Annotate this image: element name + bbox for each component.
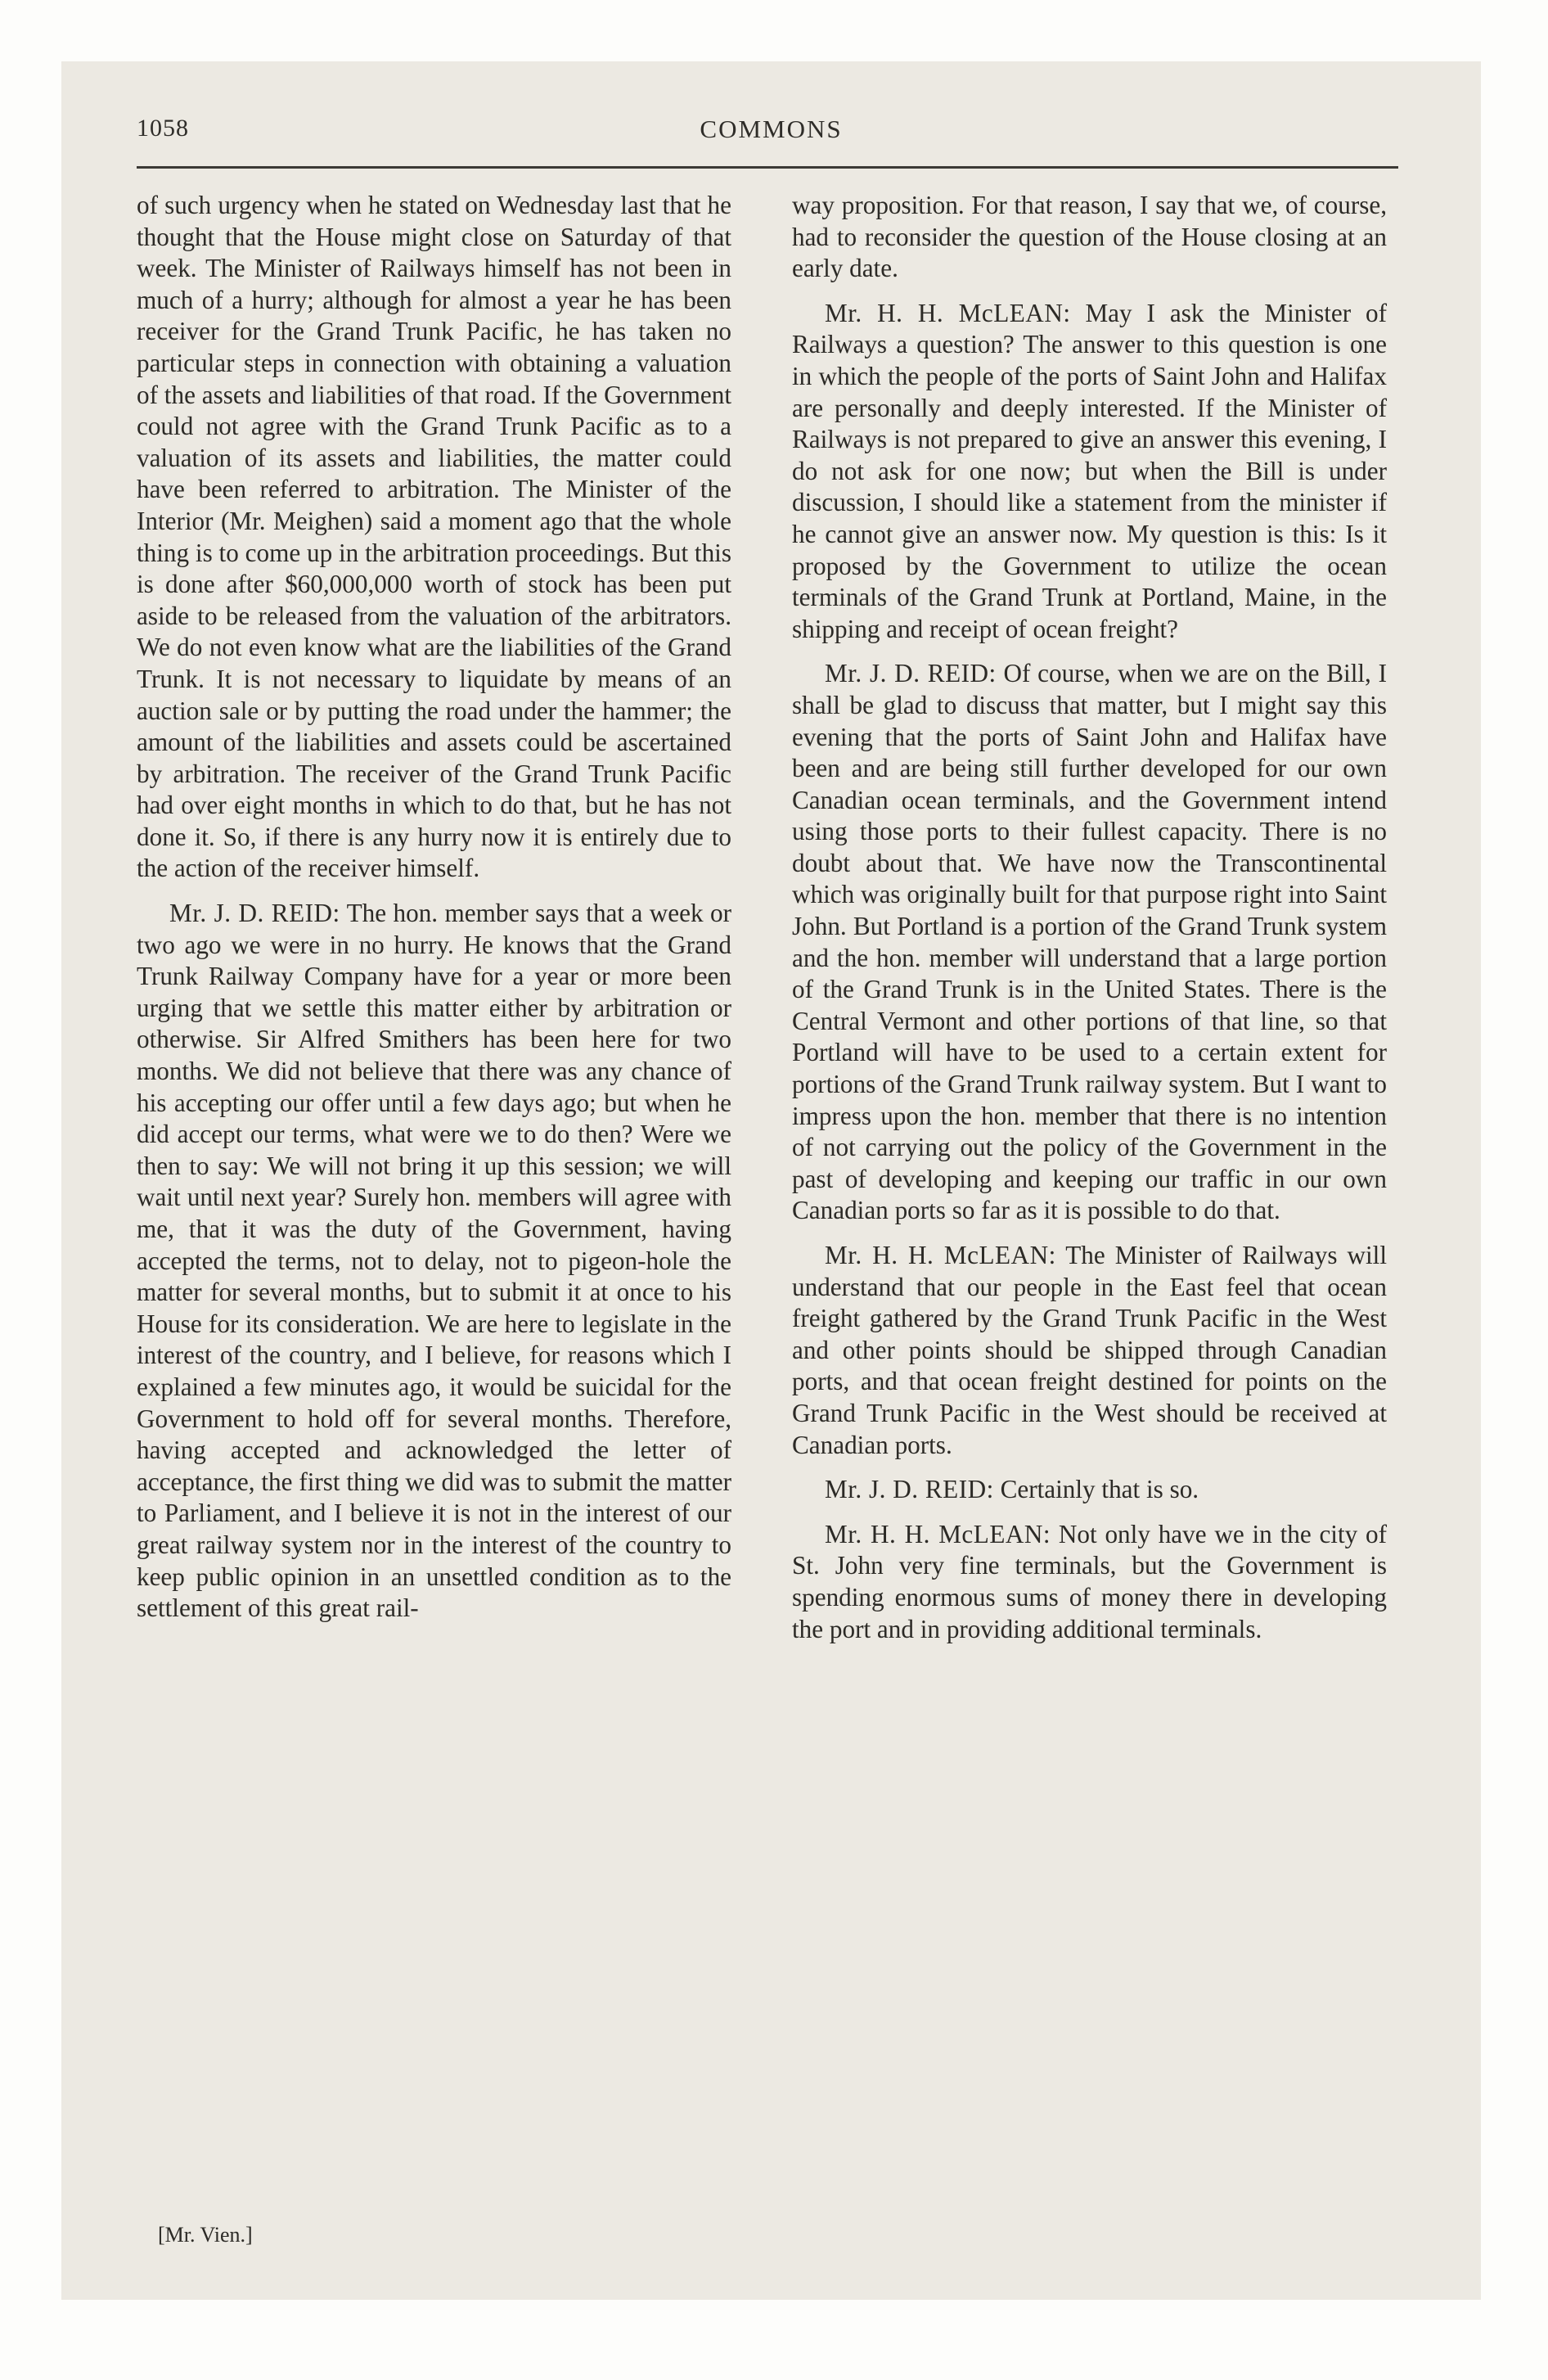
speaker-name: Mr. H. H. McLEAN: bbox=[825, 1519, 1051, 1548]
speaker-name: Mr. J. D. REID: bbox=[825, 1475, 994, 1504]
speech-paragraph bbox=[792, 658, 1387, 1227]
speaker-name: Mr. H. H. McLEAN: bbox=[825, 1241, 1056, 1269]
speech-text: Certainly that is so. bbox=[1000, 1475, 1199, 1504]
continued-paragraph: of such urgency when he stated on Wednesday last that he thought that the House might close on Saturday of that week. The Minister of Railways himself has not been in much of a hurry; although for almost a year he has been receiver for the Grand Trunk Pacific, he has taken no particular steps in connection with obtaining a valuation of the assets and liabilities of that road. If the Government could not agree with the Grand Trunk Pacific as to a valuation of its assets and liabilities, the matter could have been referred to arbitration. The Minister of the Interior (Mr. Meighen) said a moment ago that the whole thing is to come up in the arbitration proceedings. But this is done after $60,000,000 worth of stock has been put aside to be released from the valuation of the arbitrators. We do not even know what are the liabilities of the Grand Trunk. It is not necessary to liquidate by means of an auction sale or by putting the road under the hammer; the amount of the liabilities and assets could be ascertained by arbitration. The receiver of the Grand Trunk Pacific had over eight months in which to do that, but he has not done it. So, if there is any hurry now it is entirely due to the action of the receiver himself. bbox=[137, 191, 731, 883]
speech-text: May I ask the Minister of Railways a question? The answer to this question is one in which the people of the ports of Saint John and Halifax are personally and deeply interested. If the Minister of Railways is not prepared to give an answer this evening, I do not ask for one now; but when the Bill is under discussion, I should like a statement from the minister if he cannot give an answer now. My question is this: Is it proposed by the Government to utilize the ocean terminals of the Grand Trunk at Portland, Maine, in the shipping and receipt of ocean freight? bbox=[792, 298, 1388, 643]
speech-text: The Minister of Railways will understand that our people in the East feel that ocean freight gathered by the Grand Trunk Pacific in the West and other points should be shipped through Canadian ports, and that ocean freight destined for points on the Grand Trunk Pacific in the West should be received at Canadian ports. bbox=[792, 1241, 1388, 1459]
speech-paragraph bbox=[792, 1240, 1387, 1461]
speech-text: Of course, when we are on the Bill, I shall be glad to discuss that matter, but I might say this evening that the ports of Saint John and Halifax have been and are being still further developed for our own Canadian ocean terminals, and the Government intend using those ports to their fullest capacity. There is no doubt about that. We have now the Transcontinental which was originally built for that purpose right into Saint John. But Portland is a portion of the Grand Trunk system and the hon. member will understand that a large portion of the Grand Trunk is in the United States. There is the Central Vermont and other portions of that line, so that Portland will have to be used to a certain extent for portions of the Grand Trunk railway system. But I want to impress upon the hon. member that there is no intention of not carrying out the policy of the Government in the past of developing and keeping our traffic in our own Canadian ports so far as it is possible to do that. bbox=[792, 659, 1388, 1225]
page-header bbox=[61, 115, 1481, 156]
speaker-name: Mr. J. D. REID: bbox=[169, 899, 340, 928]
running-head: COMMONS bbox=[700, 115, 843, 143]
speech-paragraph bbox=[792, 1474, 1387, 1506]
speaker-name: Mr. J. D. REID: bbox=[825, 659, 997, 688]
speech-paragraph bbox=[792, 298, 1387, 646]
speaker-name: Mr. H. H. McLEAN: bbox=[825, 298, 1071, 327]
speech-text: Not only have we in the city of St. John very fine terminals, but the Government is spending enormous sums of money there in developing the port and in providing additional terminals. bbox=[792, 1519, 1387, 1643]
footer-speaker-reference: [Mr. Vien.] bbox=[158, 2223, 253, 2247]
speech-paragraph bbox=[137, 898, 731, 1625]
continued-paragraph: way proposition. For that reason, I say that we, of course, had to reconsider the question of the House closing at an early date. bbox=[792, 191, 1387, 283]
speech-text: The hon. member says that a week or two ago we were in no hurry. He knows that the Grand Trunk Railway Company have for a year or more been urging that we settle this matter either by arbitration or otherwise. Sir Alfred Smithers has been here for two months. We did not believe that there was any chance of his accepting our offer until a few days ago; but when he did accept our terms, what were we to do then? Were we then to say: We will not bring it up this session; we will wait until next year? Surely hon. members will agree with me, that it was the duty of the Government, having accepted the terms, not to delay, not to pigeon-hole the matter for several months, but to submit it at once to his House for its consideration. We are here to legislate in the interest of the country, and I believe, for reasons which I explained a few minutes ago, it would be suicidal for the Government to hold off for several months. Therefore, having accepted and acknowledged the letter of acceptance, the first thing we did was to submit the matter to Parliament, and I believe it is not in the interest of our great railway system nor in the interest of the country to keep public opinion in an unsettled condition as to the settlement of this great rail- bbox=[137, 899, 731, 1623]
hansard-page bbox=[61, 61, 1481, 2300]
speech-paragraph bbox=[792, 1519, 1387, 1645]
right-column bbox=[792, 190, 1387, 1658]
header-rule bbox=[137, 166, 1398, 169]
left-column bbox=[137, 190, 731, 1638]
page-number: 1058 bbox=[137, 115, 189, 142]
